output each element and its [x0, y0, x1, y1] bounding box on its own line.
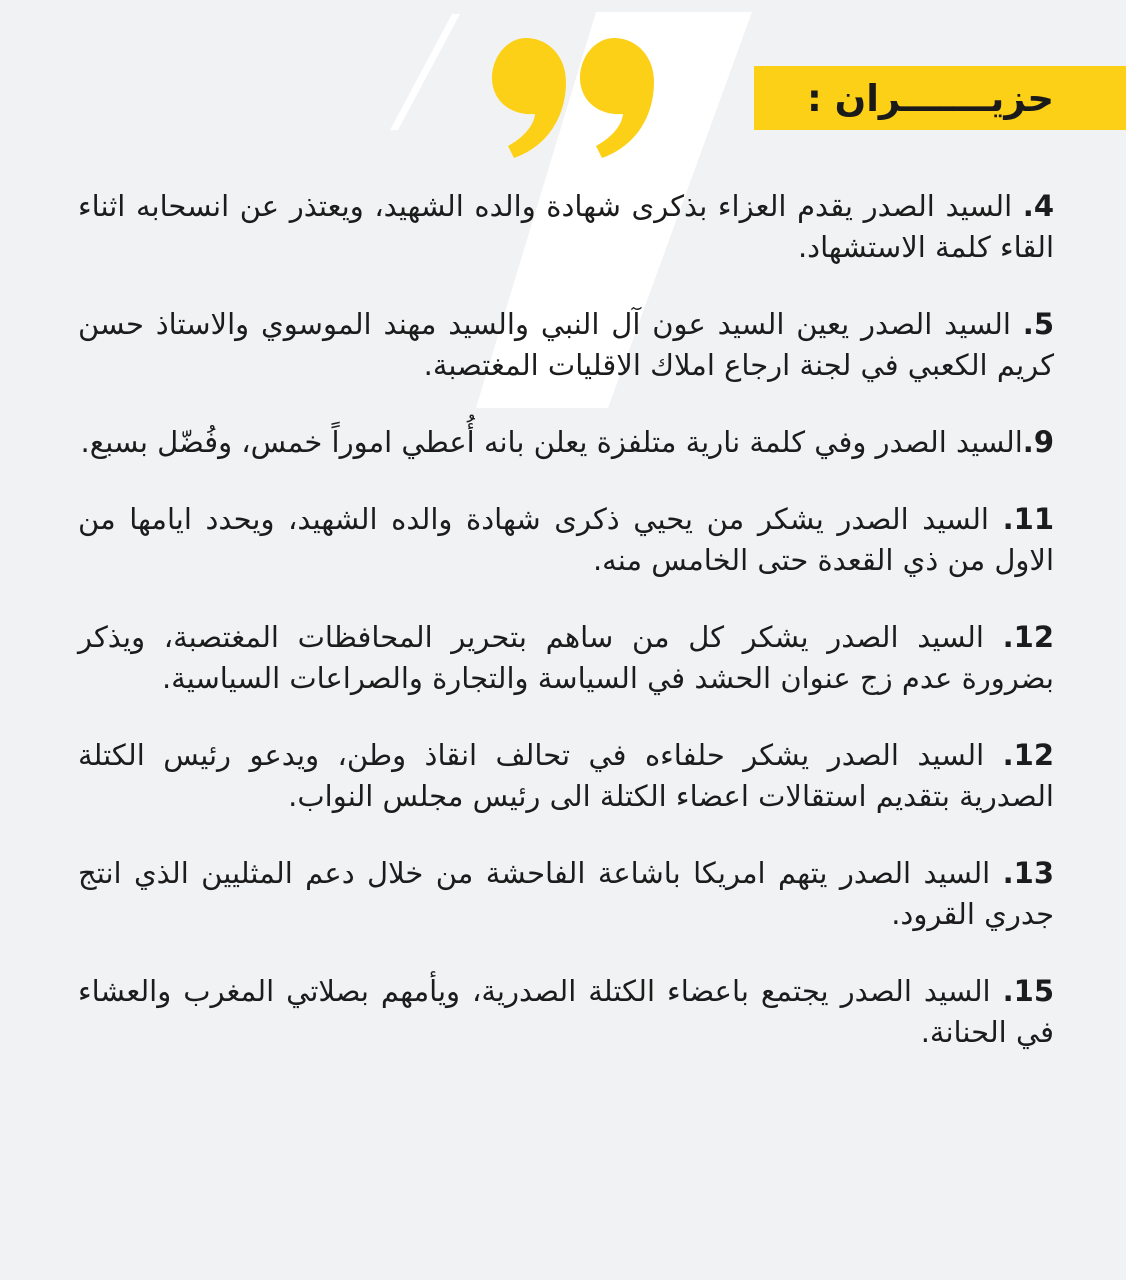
item-text: السيد الصدر يجتمع باعضاء الكتلة الصدرية، ويأمهم بصلاتي المغرب والعشاء في الحنانة.: [78, 974, 1054, 1049]
background-thin-slash: [390, 14, 460, 130]
list-item: [78, 853, 1054, 935]
list-item: [78, 186, 1054, 268]
item-number: 11.: [1002, 502, 1054, 536]
page-title: حزيـــــــران :: [806, 76, 1054, 120]
item-number: 9.: [1022, 425, 1054, 459]
item-text: السيد الصدر يتهم امريكا باشاعة الفاحشة من خلال دعم المثليين الذي انتج جدري القرود.: [78, 856, 1054, 931]
item-number: 15.: [1002, 974, 1054, 1008]
list-item: [78, 304, 1054, 386]
item-text: السيد الصدر يشكر كل من ساهم بتحرير المحافظات المغتصبة، ويذكر بضرورة عدم زج عنوان الحشد في السياسة والتجارة والصراعات السياسية.: [78, 620, 1054, 695]
item-text: السيد الصدر يشكر من يحيي ذكرى شهادة والده الشهيد، ويحدد ايامها من الاول من ذي القعدة حتى الخامس منه.: [78, 502, 1054, 577]
list-item: [78, 735, 1054, 817]
item-text: السيد الصدر يعين السيد عون آل النبي والسيد مهند الموسوي والاستاذ حسن كريم الكعبي في لجنة ارجاع املاك الاقليات المغتصبة.: [78, 307, 1054, 382]
title-banner: [754, 66, 1126, 130]
list-item: [78, 971, 1054, 1053]
item-number: 12.: [1002, 738, 1054, 772]
item-number: 13.: [1002, 856, 1054, 890]
list-item: [78, 617, 1054, 699]
list-item: [78, 499, 1054, 581]
item-number: 4.: [1022, 189, 1054, 223]
item-text: السيد الصدر وفي كلمة نارية متلفزة يعلن بانه أُعطي اموراً خمس، وفُضّل بسبع.: [80, 425, 1023, 459]
item-number: 5.: [1022, 307, 1054, 341]
item-number: 12.: [1002, 620, 1054, 654]
item-text: السيد الصدر يقدم العزاء بذكرى شهادة والده الشهيد، ويعتذر عن انسحابه اثناء القاء كلمة الاستشهاد.: [78, 189, 1054, 264]
events-list: [78, 186, 1054, 1089]
item-text: السيد الصدر يشكر حلفاءه في تحالف انقاذ وطن، ويدعو رئيس الكتلة الصدرية بتقديم استقالات اعضاء الكتلة الى رئيس مجلس النواب.: [78, 738, 1054, 813]
closing-quote-icon: [486, 30, 656, 165]
list-item: [78, 422, 1054, 463]
